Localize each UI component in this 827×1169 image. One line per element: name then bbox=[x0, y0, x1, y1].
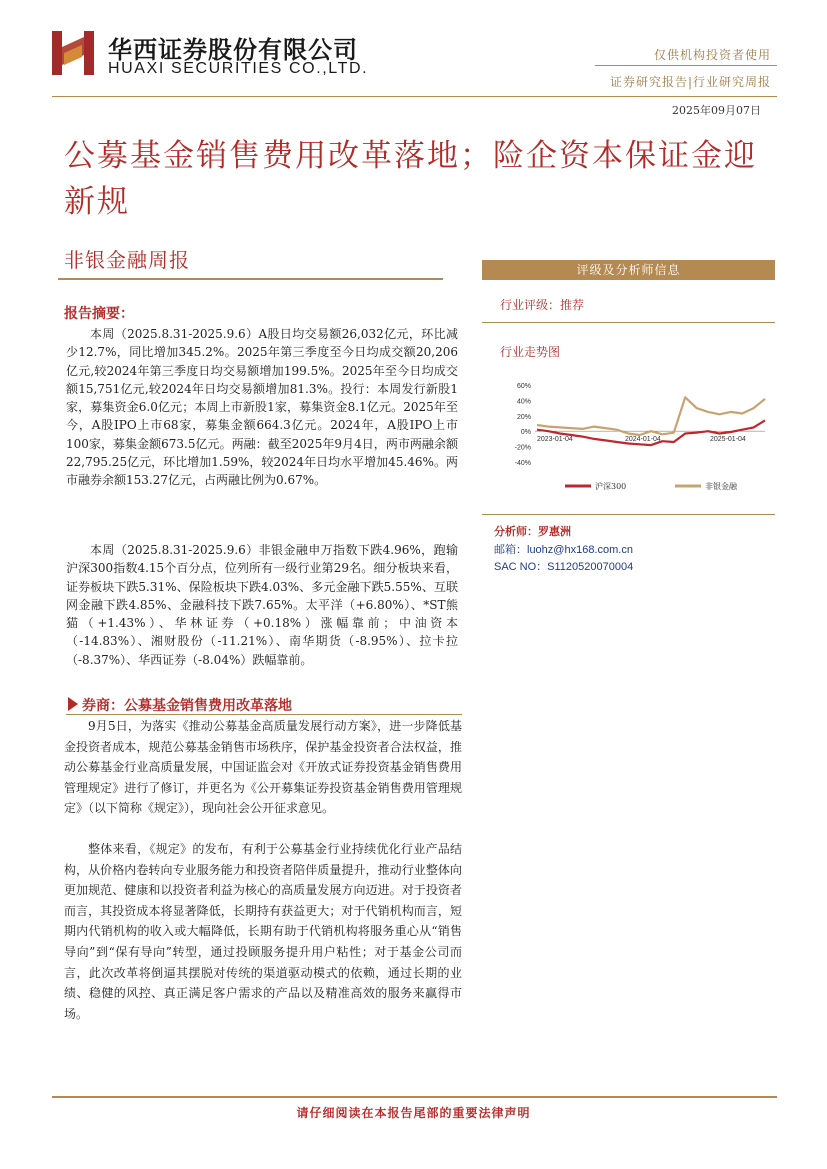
industry-rating: 行业评级：推荐 bbox=[500, 298, 585, 312]
y-tick-label: 0% bbox=[520, 429, 531, 437]
legend-label: 沪深300 bbox=[595, 482, 627, 491]
industry-trend-chart bbox=[505, 375, 775, 500]
report-date: 2025年09月07日 bbox=[672, 104, 761, 117]
header-divider bbox=[595, 65, 777, 66]
report-subtitle: 非银金融周报 bbox=[64, 248, 190, 272]
subtitle-underline bbox=[58, 278, 443, 280]
company-logo bbox=[52, 31, 94, 75]
section-paragraph-2: 整体来看，《规定》的发布，有利于公募基金行业持续优化行业产品结构，从价格内卷转向专业服务能力和投资者陪伴质量提升，推动行业整体向更加规范、健康和以投资者利益为核心的高质量发展方向迈进。对于投资者而言，其投资成本将显著降低，长期持有获益更大；对于代销机构而言，短期内代销机构的收入或大幅降低，长期有助于代销机构将服务重心从“销售导向”到“保有导向”转型，通过投顾服务提升用户粘性；对于基金公司而言，此次改革将倒逼其摆脱对传统的渠道驱动模式的依赖，通过长期的业绩、稳健的风控、真正满足客户需求的产品以及精准高效的服务来赢得市场。 bbox=[64, 842, 462, 1021]
section-underline bbox=[66, 714, 462, 715]
company-name-en: HUAXI SECURITIES CO.,LTD. bbox=[108, 60, 369, 77]
legend-label: 非银金融 bbox=[705, 482, 737, 491]
section-heading bbox=[66, 695, 462, 714]
x-tick-label: 2023-01-04 bbox=[537, 436, 573, 444]
rating-analyst-header: 评级及分析师信息 bbox=[482, 260, 775, 280]
trend-chart-label: 行业走势图 bbox=[500, 345, 561, 359]
y-tick-label: 40% bbox=[516, 398, 531, 406]
triangle-icon bbox=[68, 697, 78, 711]
rating-divider bbox=[482, 322, 775, 323]
report-title: 公募基金销售费用改革落地；险企资本保证金迎新规 bbox=[64, 138, 757, 220]
y-tick-label: 20% bbox=[516, 413, 531, 421]
footer-rule bbox=[52, 1096, 777, 1098]
y-tick-label: 60% bbox=[516, 383, 531, 390]
summary-heading: 报告摘要： bbox=[64, 306, 134, 322]
section-paragraph-1: 9月5日，为落实《推动公募基金高质量发展行动方案》，进一步降低基金投资者成本，规范公募基金销售市场秩序，保护基金投资者合法权益，推动公募基金行业高质量发展，中国证监会对《开放式证券投资基金销售费用管理规定》进行了修订，并更名为《公开募集证券投资基金销售费用管理规定》（以下简称《规定》），现向社会公开征求意见。 bbox=[64, 719, 462, 816]
summary-paragraph-2: 本周（2025.8.31-2025.9.6）非银金融申万指数下跌4.96%，跑输沪深300指数4.15个百分点，位列所有一级行业第29名。细分板块来看，证券板块下跌5.31%、保险板块下跌4.03%、多元金融下跌5.55%、互联网金融下跌4.85%、金融科技下跌7.65%。太平洋（+6.80%）、*ST熊猫（+1.43%）、华林证券（+0.18%）涨幅靠前；中油资本（-14.83%）、湘财股份（-11.21%）、南华期货（-8.95%）、拉卡拉（-8.37%）、华西证券（-8.04%）跌幅靠前。 bbox=[66, 543, 458, 667]
y-tick-label: -40% bbox=[514, 460, 531, 467]
company-name-cn: 华西证券股份有限公司 bbox=[108, 36, 358, 64]
header-rule bbox=[52, 96, 777, 97]
series-line bbox=[537, 397, 765, 435]
x-tick-label: 2024-01-04 bbox=[625, 436, 661, 444]
analyst-name: 分析师：罗惠洲 bbox=[494, 525, 571, 538]
audience-note: 仅供机构投资者使用 bbox=[653, 48, 771, 62]
summary-paragraph-1: 本周（2025.8.31-2025.9.6）A股日均交易额26,032亿元，环比减少12.7%，同比增加345.2%。2025年第三季度至今日均成交额20,206亿元,较2024年第三季度日均交易额增加199.5%。2025年至今日均成交额15,751亿元,较2024年日均交易额增加81.3%。投行：本周发行新股1家，募集资金6.0亿元；本周上市新股1家，募集资金8.1亿元。2025年至今，A股IPO上市68家，募集金额664.3亿元。2024年，A股IPO上市100家，募集金额673.5亿元。两融：截至2025年9月4日，两市两融余额22,795.25亿元，环比增加1.59%，较2024年日均水平增加45.46%。两市融券余额153.27亿元，占两融比例为0.67%。 bbox=[66, 327, 458, 488]
section-heading-text: 券商：公募基金销售费用改革落地 bbox=[82, 698, 292, 714]
report-type: 证券研究报告|行业研究周报 bbox=[609, 75, 771, 89]
chart-divider bbox=[482, 514, 775, 515]
footer-disclaimer: 请仔细阅读在本报告尾部的重要法律声明 bbox=[296, 1106, 531, 1120]
x-tick-label: 2025-01-04 bbox=[710, 436, 746, 444]
analyst-email[interactable]: 邮箱：luohz@hx168.com.cn bbox=[494, 544, 633, 556]
analyst-sac: SAC NO：S1120520070004 bbox=[494, 561, 634, 573]
y-tick-label: -20% bbox=[514, 444, 531, 452]
